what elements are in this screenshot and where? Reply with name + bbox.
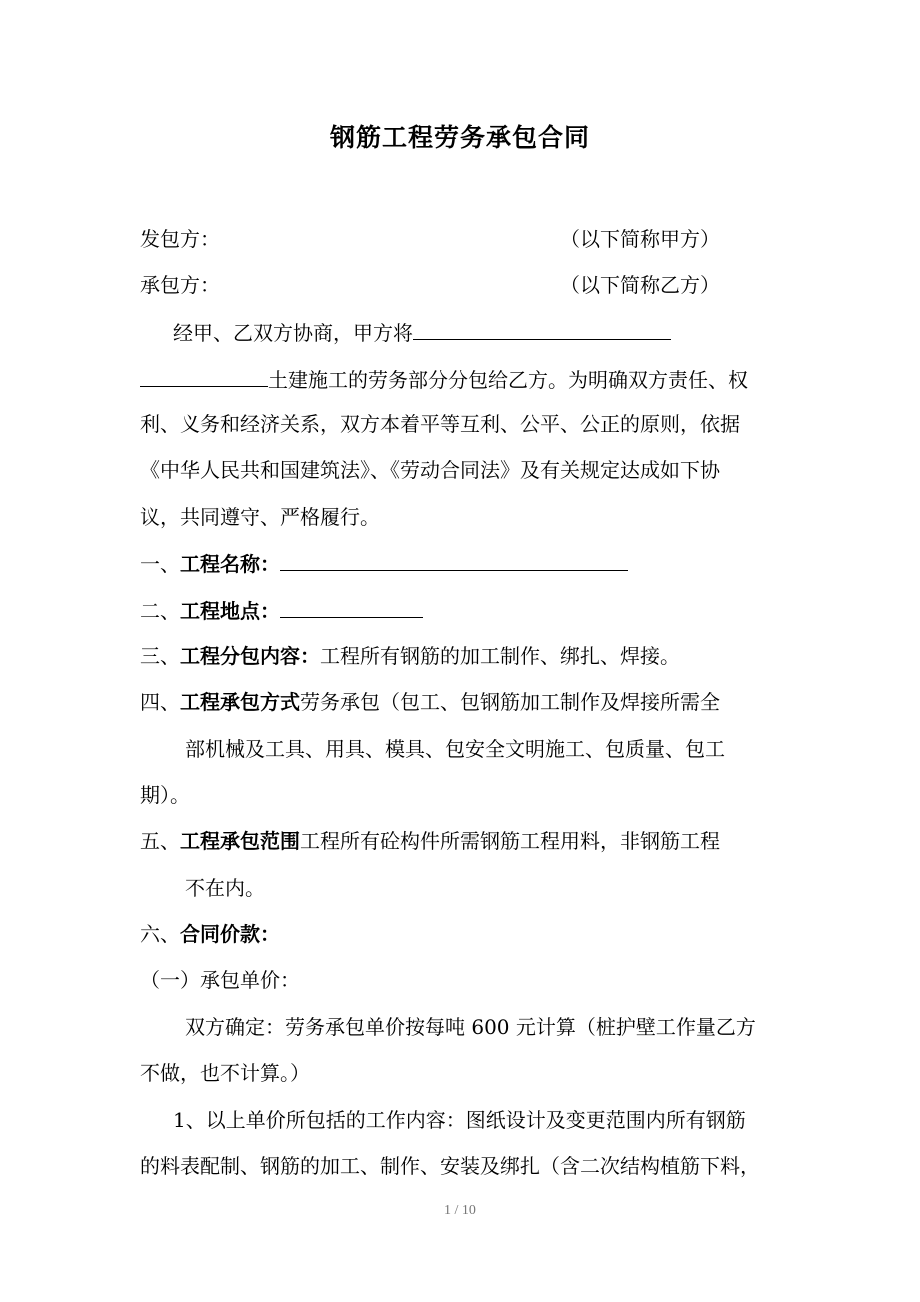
section-1-number: 一、 [140,552,180,576]
section-2-number: 二、 [140,599,180,623]
price-text-1: 双方确定：劳务承包单价按每吨 600 元计算（桩护壁工作量乙方 [185,1015,756,1039]
section-4-text-1: 劳务承包（包工、包钢筋加工制作及焊接所需全 [300,690,720,714]
section-4-number: 四、 [140,690,180,714]
section-3 [140,641,680,671]
section-5-heading: 工程承包范围 [180,829,300,853]
party-b-label: 承包方： [140,273,220,297]
section-6-number: 六、 [140,922,180,946]
party-b-line [140,270,220,300]
section-1 [140,548,628,579]
intro-line-4: 《中华人民共和国建筑法》、《劳动合同法》及有关规定达成如下协 [140,458,720,482]
subsection-1-heading: （一）承包单价： [140,968,300,992]
price-text-2: 不做，也不计算。） [140,1061,310,1085]
page-number: 1 / 10 [444,1203,476,1218]
intro-line-3: 利、义务和经济关系，双方本着平等互利、公平、公正的原则，依据 [140,412,740,436]
section-4-text-2: 部机械及工具、用具、模具、包安全文明施工、包质量、包工 [185,737,725,761]
section-4 [140,687,720,717]
intro-text-2: 土建施工的劳务部分分包给乙方。为明确双方责任、权 [268,368,748,392]
section-6 [140,919,280,949]
project-location-blank [280,595,423,618]
party-a-note: （以下简称甲方） [560,227,720,251]
project-blank-continued [140,364,268,387]
party-a-label: 发包方： [140,227,220,251]
item-1-text-2: 的料表配制、钢筋的加工、制作、安装及绑扎（含二次结构植筋下料， [140,1154,760,1178]
section-5-text-2: 不在内。 [185,876,265,900]
section-2 [140,595,423,626]
intro-line-5: 议，共同遵守、严格履行。 [140,505,380,529]
section-5-number: 五、 [140,829,180,853]
intro-line-2 [140,364,748,395]
section-4-heading: 工程承包方式 [180,690,300,714]
section-3-text: 工程所有钢筋的加工制作、绑扎、焊接。 [320,644,680,668]
project-name-blank [280,548,628,571]
intro-line-1 [173,317,671,348]
section-2-heading: 工程地点： [180,599,280,623]
section-3-number: 三、 [140,644,180,668]
section-3-heading: 工程分包内容： [180,644,320,668]
item-1-text-1: 1、以上单价所包括的工作内容：图纸设计及变更范围内所有钢筋 [173,1108,746,1132]
section-1-heading: 工程名称： [180,552,280,576]
document-title: 钢筋工程劳务承包合同 [329,123,590,152]
intro-text-1: 经甲、乙双方协商，甲方将 [173,321,413,345]
party-a-line [140,224,220,254]
section-5-text-1: 工程所有砼构件所需钢筋工程用料，非钢筋工程 [300,829,720,853]
project-blank [413,317,671,340]
section-6-heading: 合同价款： [180,922,280,946]
section-4-text-3: 期）。 [140,783,190,807]
party-b-note: （以下简称乙方） [560,273,720,297]
section-5 [140,826,720,856]
